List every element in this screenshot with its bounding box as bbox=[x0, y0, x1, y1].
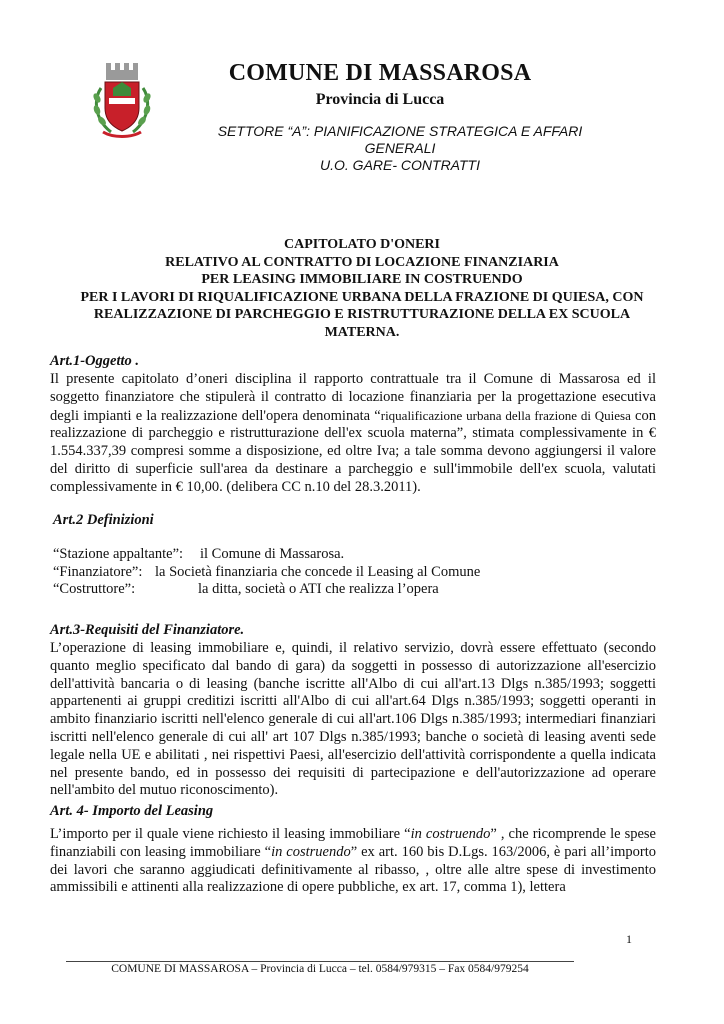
definition-row bbox=[53, 581, 439, 598]
article-4-text: L’importo per il quale viene richiesto il leasing immobiliare “ bbox=[50, 826, 411, 842]
article-1-text-continued: con realizzazione di parcheggio e ristrutturazione dell'ex scuola materna”, stimata complessivamente in € 1.554.337,39 compresi somme a disposizione, ed oltre Iva; a tale somma devono aggiungersi il valore del diritto di superficie sull'area da destinare a parcheggio e sull'immobile dell'ex scuola, valutati complessivamente in € 10,00. (delibera CC n.10 del 28.3.2011). bbox=[50, 407, 656, 495]
document-heading bbox=[50, 236, 674, 342]
department-line: GENERALI bbox=[364, 140, 436, 156]
definition-term: “Costruttore”: bbox=[53, 581, 136, 597]
article-3-title: Art.3-Requisiti del Finanziatore. bbox=[50, 622, 245, 638]
definition-row bbox=[53, 564, 480, 581]
heading-line: RELATIVO AL CONTRATTO DI LOCAZIONE FINANZIARIA bbox=[165, 254, 559, 270]
heading-line: PER I LAVORI DI RIQUALIFICAZIONE URBANA DELLA FRAZIONE DI QUIESA, CON bbox=[80, 289, 644, 305]
footer-divider bbox=[66, 961, 574, 962]
article-1-title: Art.1-Oggetto . bbox=[50, 353, 140, 369]
article-4-italic-term: in costruendo bbox=[410, 826, 491, 842]
coat-of-arms-icon bbox=[89, 58, 155, 140]
article-4-title: Art. 4- Importo del Leasing bbox=[50, 803, 214, 819]
province-subtitle: Provincia di Lucca bbox=[315, 91, 445, 108]
article-4-text: ” ex art. 160 bis D.Lgs. 163/2006, è pari all’importo dei lavori che saranno aggiudicati definitivamente al ribasso, , oltre alle altre spese di investimento ammissibili e attinenti alla realizzazione di opere pubbliche, ex art. 17, comma 1), lettera bbox=[50, 843, 656, 896]
heading-line: CAPITOLATO D'ONERI bbox=[284, 237, 440, 252]
department-line: SETTORE “A”: PIANIFICAZIONE STRATEGICA E AFFARI bbox=[217, 123, 583, 139]
heading-line: REALIZZAZIONE DI PARCHEGGIO E RISTRUTTURAZIONE DELLA EX SCUOLA bbox=[93, 307, 631, 323]
definition-term: “Finanziatore”: bbox=[53, 564, 143, 580]
definition-row bbox=[53, 546, 344, 563]
article-4-italic-term: in costruendo bbox=[271, 843, 351, 860]
article-1-text: Il presente capitolato d’oneri disciplina il rapporto contrattuale tra il Comune di Massarosa ed il soggetto finanziatore che stipulerà il contratto di locazione finanziaria per la progettazione esecutiva degli impianti e la realizzazione dell'opera denominata “ bbox=[50, 371, 656, 424]
definition-text: la Società finanziaria che concede il Leasing al Comune bbox=[155, 564, 481, 580]
definition-text: il Comune di Massarosa. bbox=[200, 546, 345, 562]
definition-text: la ditta, società o ATI che realizza l’opera bbox=[198, 581, 439, 597]
definition-term: “Stazione appaltante”: bbox=[53, 546, 184, 562]
article-2-title: Art.2 Definizioni bbox=[53, 512, 154, 528]
department-line: U.O. GARE- CONTRATTI bbox=[320, 157, 480, 173]
page-number: 1 bbox=[626, 932, 632, 946]
heading-line: PER LEASING IMMOBILIARE IN COSTRUENDO bbox=[201, 272, 523, 288]
footer-contact: COMUNE DI MASSAROSA – Provincia di Lucca – tel. 0584/979315 – Fax 0584/979254 bbox=[111, 963, 529, 975]
article-1-quoted-title: riqualificazione urbana della frazione di Quiesa bbox=[380, 407, 631, 423]
article-1-body bbox=[50, 371, 656, 497]
municipality-title: COMUNE DI MASSAROSA bbox=[228, 60, 532, 86]
article-4-body bbox=[50, 826, 656, 897]
article-3-body: L’operazione di leasing immobiliare e, quindi, il relativo servizio, dovrà essere effettuato (secondo quanto meglio specificato dal bando di gara) da soggetti in possesso di autorizzazione all'esercizio dell'attività bancaria o di leasing (banche iscritte all'Albo di cui all'art.13 Dlgs n.385/1993; soggetti appartenenti ai gruppi creditizi iscritti all'Albo di cui all'art.64 Dlgs n.385/1993; soggetti operanti in ambito finanziario iscritti nell'elenco generale di cui all'art.106 Dlgs n.385/1993; intermediari finanziari iscritti nell'elenco generale di cui all' art 107 Dlgs n.385/1993; banche o società di leasing aventi sede legale nella UE e abilitati , nei rispettivi Paesi, all'esercizio dell'attività corrispondente a quella indicata nel presente bando, ed in possesso dei requisiti di partecipazione e dell'autorizzazione ad operare nell'ambito del mutuo riconoscimento). bbox=[50, 640, 656, 799]
heading-line: MATERNA. bbox=[324, 324, 400, 340]
department-block bbox=[190, 123, 610, 174]
article-4-text: ” , che ricomprende le spese finanziabili con leasing immobiliare “ bbox=[50, 826, 656, 860]
